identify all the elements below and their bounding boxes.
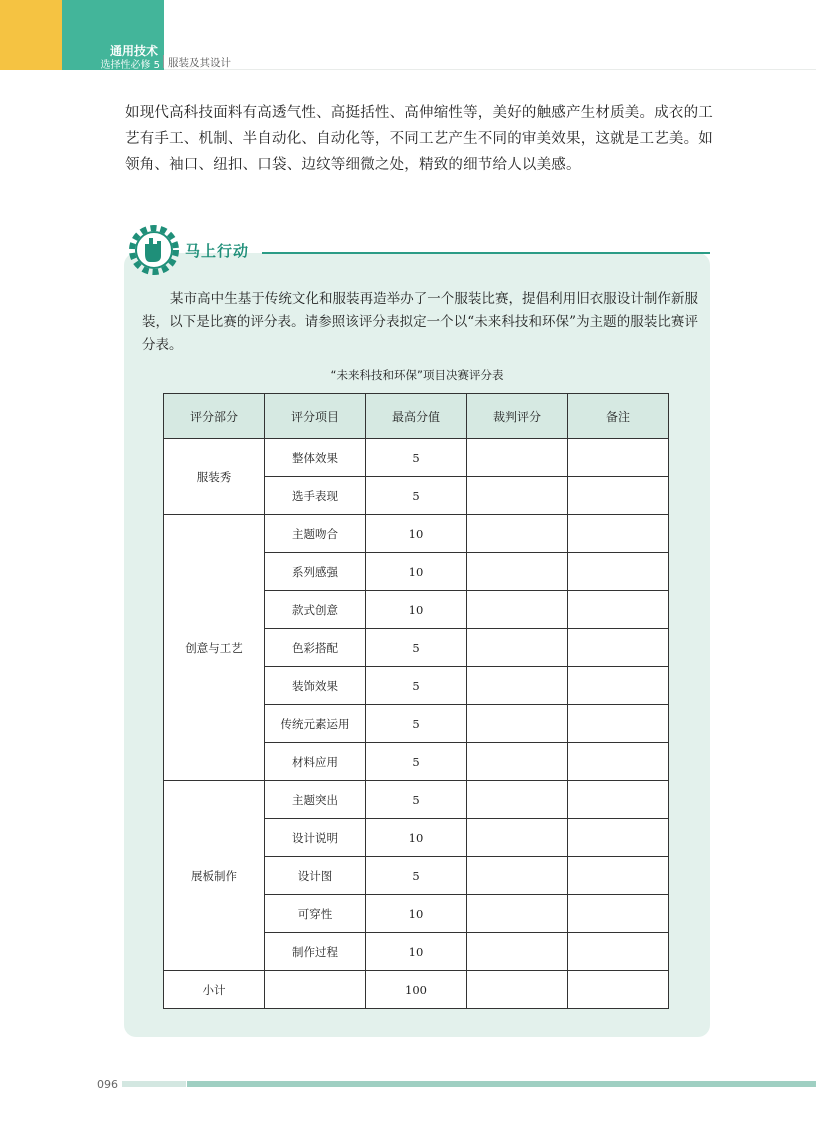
judge-score-cell[interactable]	[467, 895, 568, 933]
max-score-cell: 5	[366, 629, 467, 667]
item-cell: 材料应用	[265, 743, 366, 781]
judge-score-cell[interactable]	[467, 477, 568, 515]
note-cell[interactable]	[568, 705, 669, 743]
table-row	[164, 515, 669, 553]
max-score-cell: 10	[366, 553, 467, 591]
footer-bar-light	[122, 1081, 186, 1087]
total-label-cell: 小计	[164, 971, 265, 1009]
page-number: 096	[97, 1078, 118, 1091]
note-cell[interactable]	[568, 895, 669, 933]
note-cell[interactable]	[568, 819, 669, 857]
judge-score-cell[interactable]	[467, 515, 568, 553]
note-cell[interactable]	[568, 515, 669, 553]
judge-score-cell[interactable]	[467, 591, 568, 629]
note-cell[interactable]	[568, 553, 669, 591]
table-row	[164, 439, 669, 477]
note-cell[interactable]	[568, 477, 669, 515]
item-cell: 系列感强	[265, 553, 366, 591]
note-cell[interactable]	[568, 667, 669, 705]
activity-title-rule	[262, 252, 710, 254]
part-cell: 展板制作	[164, 781, 265, 971]
max-score-cell: 5	[366, 781, 467, 819]
header-cell: 最高分值	[366, 394, 467, 439]
max-score-cell: 5	[366, 667, 467, 705]
table-row	[164, 781, 669, 819]
item-cell: 主题吻合	[265, 515, 366, 553]
item-cell: 可穿性	[265, 895, 366, 933]
book-title: 通用技术	[109, 44, 158, 58]
max-score-cell: 5	[366, 743, 467, 781]
note-cell[interactable]	[568, 439, 669, 477]
total-item-cell	[265, 971, 366, 1009]
score-table	[163, 393, 669, 1009]
item-cell: 款式创意	[265, 591, 366, 629]
chapter-title: 服装及其设计	[168, 57, 231, 69]
judge-score-cell[interactable]	[467, 933, 568, 971]
header-divider	[163, 55, 164, 68]
judge-score-cell[interactable]	[467, 857, 568, 895]
max-score-cell: 5	[366, 705, 467, 743]
header-cell: 评分项目	[265, 394, 366, 439]
note-cell[interactable]	[568, 629, 669, 667]
note-cell[interactable]	[568, 857, 669, 895]
item-cell: 装饰效果	[265, 667, 366, 705]
activity-text-content: 某市高中生基于传统文化和服装再造举办了一个服装比赛，提倡利用旧衣服设计制作新服装，以下是比赛的评分表。请参照该评分表拟定一个以“未来科技和环保”为主题的服装比赛评分表。	[142, 291, 698, 353]
max-score-cell: 5	[366, 477, 467, 515]
header-cell: 评分部分	[164, 394, 265, 439]
max-score-cell: 10	[366, 515, 467, 553]
activity-title: 马上行动	[185, 242, 250, 260]
header-cell: 裁判评分	[467, 394, 568, 439]
max-score-cell: 5	[366, 439, 467, 477]
judge-score-cell[interactable]	[467, 439, 568, 477]
part-cell: 服装秀	[164, 439, 265, 515]
body-paragraph: 如现代高科技面料有高透气性、高挺括性、高伸缩性等，美好的触感产生材质美。成衣的工艺有手工、机制、半自动化、自动化等，不同工艺产生不同的审美效果，这就是工艺美。如领角、袖口、纽扣、口袋、边纹等细微之处，精致的细节给人以美感。	[125, 105, 713, 173]
item-cell: 制作过程	[265, 933, 366, 971]
max-score-cell: 5	[366, 857, 467, 895]
book-subtitle: 选择性必修 5	[100, 60, 160, 71]
total-note-cell[interactable]	[568, 971, 669, 1009]
note-cell[interactable]	[568, 933, 669, 971]
judge-score-cell[interactable]	[467, 667, 568, 705]
item-cell: 主题突出	[265, 781, 366, 819]
item-cell: 设计图	[265, 857, 366, 895]
judge-score-cell[interactable]	[467, 705, 568, 743]
max-score-cell: 10	[366, 591, 467, 629]
note-cell[interactable]	[568, 591, 669, 629]
total-row	[164, 971, 669, 1009]
judge-score-cell[interactable]	[467, 781, 568, 819]
item-cell: 色彩搭配	[265, 629, 366, 667]
judge-score-cell[interactable]	[467, 553, 568, 591]
max-score-cell: 10	[366, 933, 467, 971]
note-cell[interactable]	[568, 781, 669, 819]
header-cell: 备注	[568, 394, 669, 439]
judge-score-cell[interactable]	[467, 819, 568, 857]
judge-score-cell[interactable]	[467, 743, 568, 781]
table-header-row	[164, 394, 669, 439]
header-tab-yellow	[0, 0, 62, 70]
item-cell: 设计说明	[265, 819, 366, 857]
item-cell: 整体效果	[265, 439, 366, 477]
part-cell: 创意与工艺	[164, 515, 265, 781]
header-rule	[164, 69, 816, 70]
item-cell: 传统元素运用	[265, 705, 366, 743]
note-cell[interactable]	[568, 743, 669, 781]
judge-score-cell[interactable]	[467, 629, 568, 667]
gear-hand-icon	[124, 220, 184, 280]
total-max-cell: 100	[366, 971, 467, 1009]
item-cell: 选手表现	[265, 477, 366, 515]
footer-bar	[187, 1081, 816, 1087]
activity-text	[142, 288, 698, 357]
table-caption: “未来科技和环保”项目决赛评分表	[330, 368, 504, 382]
max-score-cell: 10	[366, 819, 467, 857]
total-judge-cell[interactable]	[467, 971, 568, 1009]
max-score-cell: 10	[366, 895, 467, 933]
